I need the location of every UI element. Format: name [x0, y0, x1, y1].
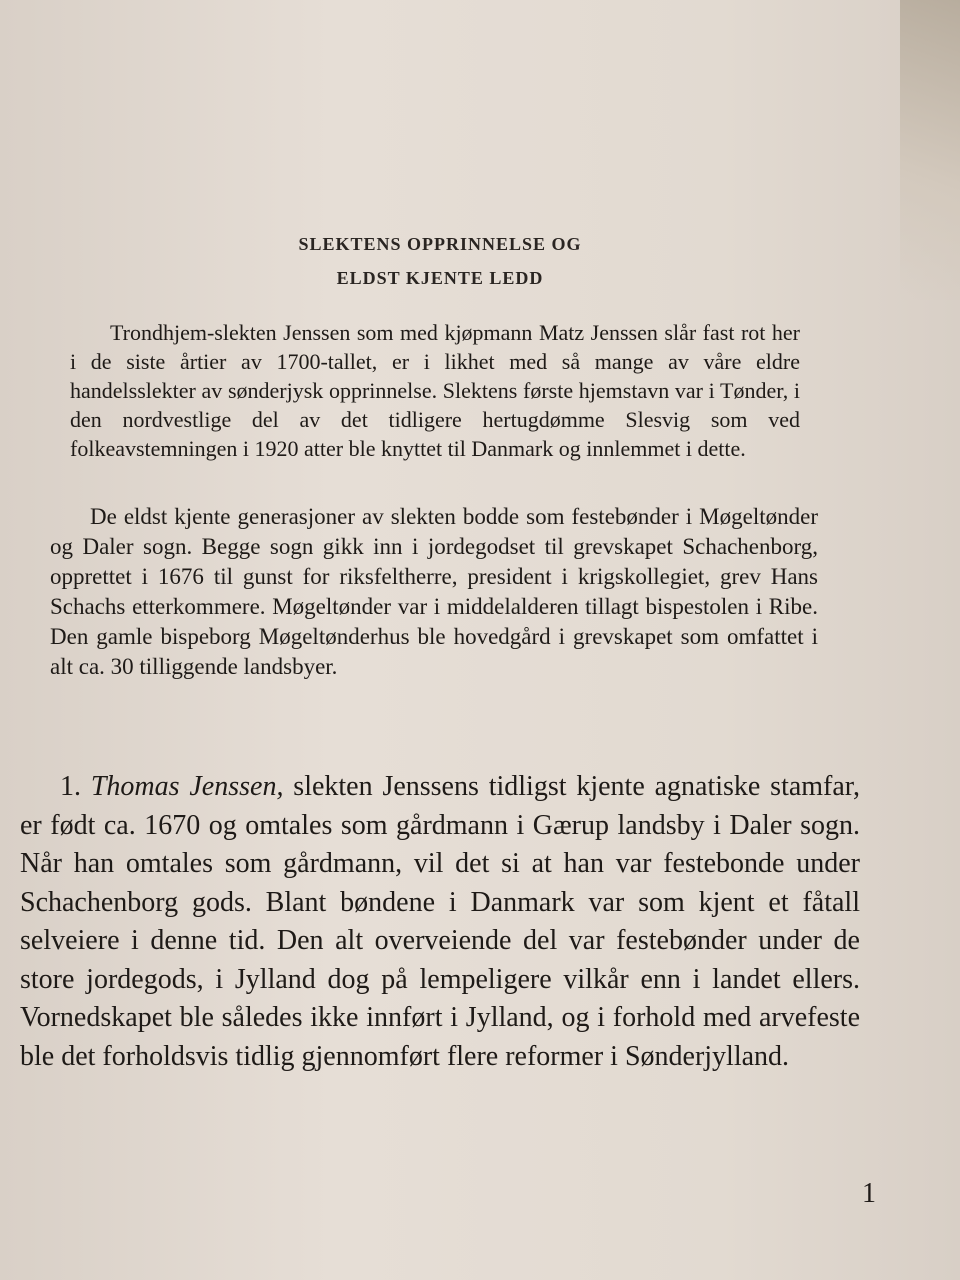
genealogy-entry-1	[20, 768, 860, 1076]
page-number: 1	[862, 1178, 876, 1209]
page-edge-shadow	[900, 0, 960, 300]
chapter-title-line-2: ELDST KJENTE LEDD	[336, 268, 544, 288]
intro-paragraph: Trondhjem-slekten Jenssen som med kjøpmann Matz Jenssen slår fast rot her i de siste årtier av 1700-tallet, er i likhet med så mange av våre eldre handelsslekter av sønderjysk opprinnelse. Slektens første hjemstavn var i Tønder, i den nordvestlige del av det tidligere hertugdømme Slesvig som ved folkeavstemningen i 1920 atter ble knyttet til Danmark og innlemmet i dette.	[70, 320, 800, 461]
entry-number: 1.	[60, 771, 81, 802]
entry-text: slekten Jenssens tidligst kjente agnatiske stamfar, er født ca. 1670 og omtales som gårdmann i Gærup landsby i Daler sogn. Når han omtales som gårdmann, vil det si at han var festebonde under Schachenborg gods. Blant bøndene i Danmark var som kjent et fåtall selveiere i denne tid. Den alt overveiende del var festebønder under de store jordegods, i Jylland dog på lempeligere vilkår enn i landet ellers. Vornedskapet ble således ikke innført i Jylland, og i forhold med arvefeste ble det forholdsvis tidlig gjennomført flere reformer i Sønderjylland.	[20, 771, 861, 1072]
second-paragraph: De eldst kjente generasjoner av slekten bodde som festebønder i Møgeltønder og Daler sogn. Begge sogn gikk inn i jordegodset til grevskapet Schachenborg, opprettet i 1676 til gunst for riksfeltherre, president i krigskollegiet, grev Hans Schachs etterkommere. Møgeltønder var i middelalderen tillagt bispestolen i Ribe. Den gamle bispeborg Møgeltønderhus ble hovedgård i grevskapet som omfattet i alt ca. 30 tilliggende landsbyer.	[50, 504, 818, 679]
chapter-title-line-1: SLEKTENS OPPRINNELSE OG	[298, 234, 582, 254]
person-name: Thomas Jenssen,	[90, 771, 284, 802]
